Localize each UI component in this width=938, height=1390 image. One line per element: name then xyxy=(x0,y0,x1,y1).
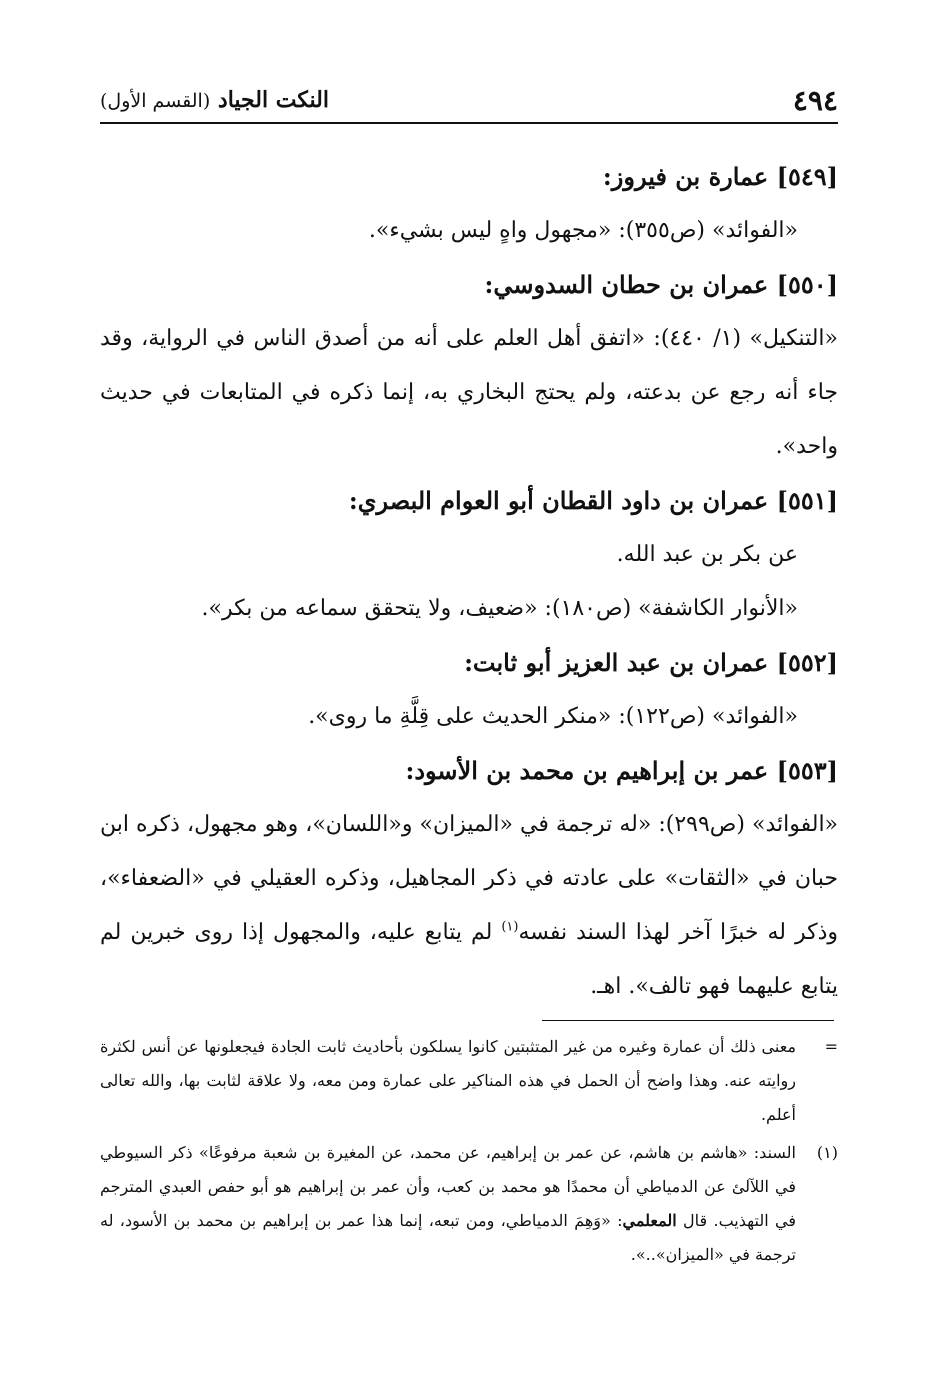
entry-paragraph: «الفوائد» (ص١٢٢): «منكر الحديث على قِلَّةِ ما روى». xyxy=(308,704,798,729)
book-title: النكت الجياد xyxy=(217,87,329,113)
running-header xyxy=(100,78,838,124)
footnote-text: معنى ذلك أن عمارة وغيره من غير المتثبتين كانوا يسلكون بأحاديث ثابت الجادة فيجعلونها عن أنس لكثرة روايته عنه. وهذا واضح أن الحمل في هذه المناكير على عمارة ومن معه، ولا علاقة لثابت بها، والله تعالى أعلم. xyxy=(100,1037,796,1124)
entry-paragraph xyxy=(100,798,838,1014)
entry-heading xyxy=(100,636,838,690)
footnote-text-part: : «وَهِمَ الدمياطي، ومن تبعه، إنما هذا عمر بن إبراهيم بن محمد بن الأسود، له ترجمة في «الميزان»..». xyxy=(100,1211,796,1264)
entry-paragraph: «التنكيل» (١/ ٤٤٠): «اتفق أهل العلم على أنه من أصدق الناس في الرواية، وقد جاء أنه رجع عن بدعته، ولم يحتج البخاري به، إنما ذكره في المتابعات في حديث واحد». xyxy=(100,326,838,459)
paragraph-text: لم يتابع عليه، والمجهول إذا روى خبرين لم يتابع عليهما فهو تالف». اهـ. xyxy=(100,920,838,999)
footnote-divider xyxy=(542,1020,834,1021)
footnote-text-part: السند: «هاشم بن هاشم، عن عمر بن إبراهيم، عن محمد، عن المغيرة بن شعبة مرفوعًا» ذكر السيوطي في اللآلئ عن الدمياطي أن محمدًا هو محمد بن كعب، وأن عمر بن إبراهيم هو أبو حفص العبدي المترجم في التهذيب. قال xyxy=(100,1143,797,1230)
footnote-continuation-mark: = xyxy=(824,1037,838,1056)
footnote-reference[interactable]: (١) xyxy=(501,919,519,935)
footnote-bold-name: المعلمي xyxy=(622,1211,677,1230)
paragraph-text: «الفوائد» (ص٢٩٩): «له ترجمة في «الميزان» و«اللسان»، وهو مجهول، ذكره ابن حبان في «الثقات» على عادته في ذكر المجاهيل، وذكره العقيلي في «الضعفاء»، وذكر له خبرًا آخر لهذا السند نفسه xyxy=(100,812,839,945)
entry-name: عمران بن حطان السدوسي: xyxy=(484,270,769,299)
book-subtitle: (القسم الأول) xyxy=(100,90,211,112)
entry-paragraph: «الأنوار الكاشفة» (ص١٨٠): «ضعيف، ولا يتحقق سماعه من بكر». xyxy=(201,596,798,621)
entry-name: عمران بن عبد العزيز أبو ثابت: xyxy=(464,648,769,677)
footnote-continued xyxy=(100,1030,838,1132)
entry-paragraph: «الفوائد» (ص٣٥٥): «مجهول واهٍ ليس بشيء». xyxy=(368,218,798,243)
entry-number: [٥٥٣] xyxy=(776,756,838,785)
footnote-text xyxy=(100,1136,796,1272)
entry-number: [٥٤٩] xyxy=(776,162,838,191)
main-text xyxy=(100,150,838,1014)
entry-paragraph: عن بكر بن عبد الله. xyxy=(616,542,798,567)
entry-number: [٥٥٢] xyxy=(776,648,838,677)
entry-name: عمارة بن فيروز: xyxy=(602,162,769,191)
footnotes xyxy=(100,1030,838,1276)
entry-number: [٥٥٠] xyxy=(776,270,838,299)
entry-name: عمر بن إبراهيم بن محمد بن الأسود: xyxy=(405,756,769,785)
running-title xyxy=(100,87,329,113)
footnote-number: (١) xyxy=(816,1143,838,1162)
entry-name: عمران بن داود القطان أبو العوام البصري: xyxy=(348,486,769,515)
entry-heading xyxy=(100,744,838,798)
entry-number: [٥٥١] xyxy=(776,486,838,515)
entry-heading xyxy=(100,150,838,204)
entry-heading xyxy=(100,258,838,312)
entry-heading xyxy=(100,474,838,528)
page-number: ٤٩٤ xyxy=(792,83,838,117)
footnote-1 xyxy=(100,1136,838,1272)
